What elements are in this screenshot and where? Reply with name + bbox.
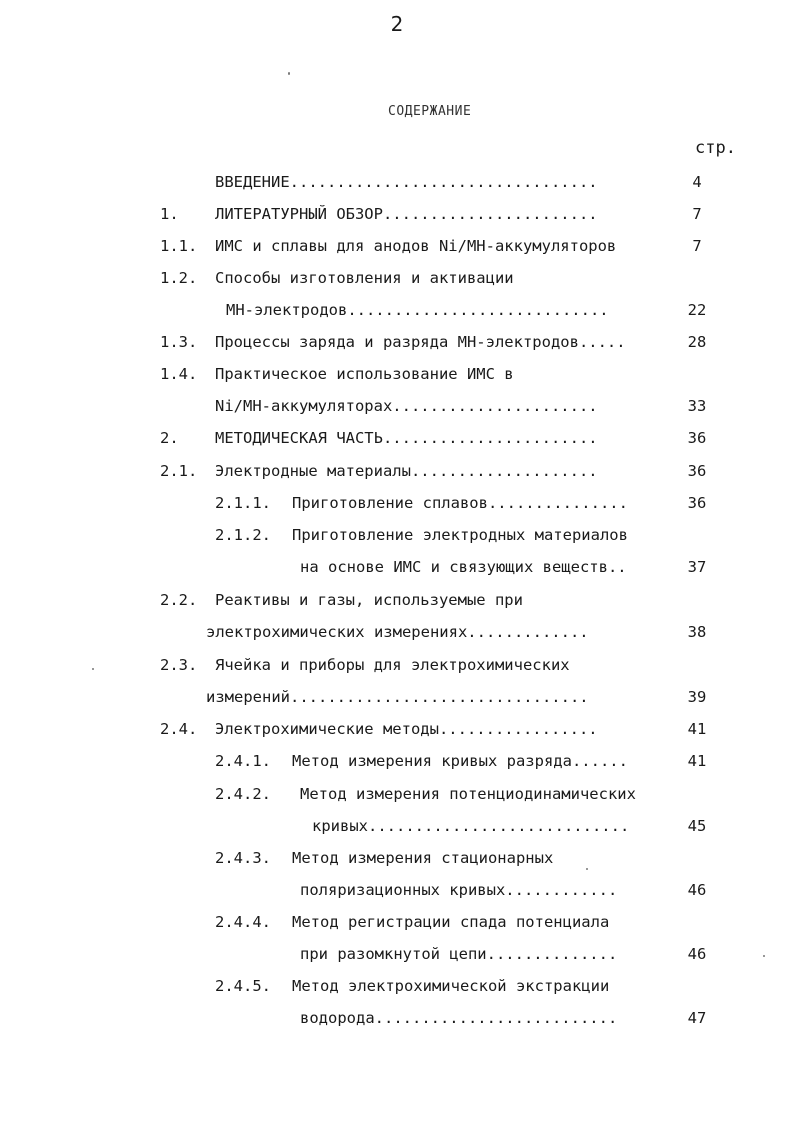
scan-speck [92,668,94,670]
scan-speck [288,72,290,75]
toc-entry-page: 33 [687,397,707,415]
toc-entry-title: Практическое использование ИМС в [215,365,514,383]
toc-entry-title-continued: МН-электродов............................ [226,301,609,319]
toc-entry-number: 1. [160,205,179,223]
toc-entry-title: Приготовление электродных материалов [292,526,628,544]
toc-entry-title-continued: измерений................................ [206,688,589,706]
toc-entry-title-continued: водорода.......................... [300,1009,618,1027]
toc-entry-number: 2.4.1. [215,752,271,770]
toc-entry-title: Метод измерения потенциодинамических [300,785,636,803]
toc-entry-number: 1.4. [160,365,198,383]
toc-entry-title: МЕТОДИЧЕСКАЯ ЧАСТЬ....................... [215,429,598,447]
toc-entry-number: 1.1. [160,237,198,255]
toc-entry-number: 2.1.1. [215,494,271,512]
toc-entry-number: 1.2. [160,269,198,287]
toc-entry-page: 46 [687,945,707,963]
toc-entry-number: 2.4.5. [215,977,271,995]
toc-entry-page: 46 [687,881,707,899]
toc-entry-page: 36 [687,429,707,447]
toc-entry-page: 45 [687,817,707,835]
toc-entry-page: 36 [687,462,707,480]
contents-title: СОДЕРЖАНИЕ [388,104,472,119]
toc-entry-page: 22 [687,301,707,319]
toc-entry-page: 37 [687,558,707,576]
toc-entry-number: 2.4.3. [215,849,271,867]
scan-speck [763,955,765,957]
toc-entry-title: Метод регистрации спада потенциала [292,913,610,931]
toc-entry-title-continued: Ni/MH-аккумуляторах...................... [215,397,598,415]
toc-entry-page: 47 [687,1009,707,1027]
toc-entry-title: Метод измерения стационарных [292,849,554,867]
toc-entry-number: 2.2. [160,591,198,609]
toc-entry-title: Электрохимические методы................. [215,720,598,738]
toc-entry-title: ЛИТЕРАТУРНЫЙ ОБЗОР....................... [215,205,598,223]
toc-entry-title: Процессы заряда и разряда МН-электродов..... [215,333,626,351]
toc-entry-page: 41 [687,720,707,738]
toc-entry-number: 2. [160,429,179,447]
scan-speck [586,868,588,870]
toc-entry-page: 41 [687,752,707,770]
page-column-label: стр. [695,138,736,158]
toc-entry-title: Способы изготовления и активации [215,269,514,287]
toc-entry-page: 4 [692,173,702,191]
toc-entry-title: Приготовление сплавов............... [292,494,628,512]
toc-entry-title: Реактивы и газы, используемые при [215,591,523,609]
toc-entry-number: 2.1.2. [215,526,271,544]
toc-entry-title: Электродные материалы.................... [215,462,598,480]
toc-entry-number: 1.3. [160,333,198,351]
page-number: 2 [390,12,404,36]
toc-entry-page: 28 [687,333,707,351]
toc-entry-title-continued: кривых............................ [312,817,630,835]
toc-entry-page: 7 [692,205,702,223]
toc-entry-title: ИМС и сплавы для анодов Ni/MH-аккумуляторов [215,237,617,255]
toc-entry-title: ВВЕДЕНИЕ................................. [215,173,598,191]
toc-entry-page: 38 [687,623,707,641]
toc-entry-title-continued: на основе ИМС и связующих веществ.. [300,558,627,576]
toc-entry-number: 2.4.4. [215,913,271,931]
toc-entry-page: 36 [687,494,707,512]
toc-entry-title-continued: поляризационных кривых............ [300,881,618,899]
toc-entry-title: Метод измерения кривых разряда...... [292,752,628,770]
toc-entry-title-continued: при разомкнутой цепи.............. [300,945,618,963]
toc-entry-title: Ячейка и приборы для электрохимических [215,656,570,674]
toc-entry-number: 2.4.2. [215,785,271,803]
toc-entry-title-continued: электрохимических измерениях............. [206,623,589,641]
toc-entry-page: 7 [692,237,702,255]
toc-entry-page: 39 [687,688,707,706]
toc-entry-number: 2.1. [160,462,198,480]
toc-entry-title: Метод электрохимической экстракции [292,977,610,995]
toc-entry-number: 2.4. [160,720,198,738]
toc-entry-number: 2.3. [160,656,198,674]
